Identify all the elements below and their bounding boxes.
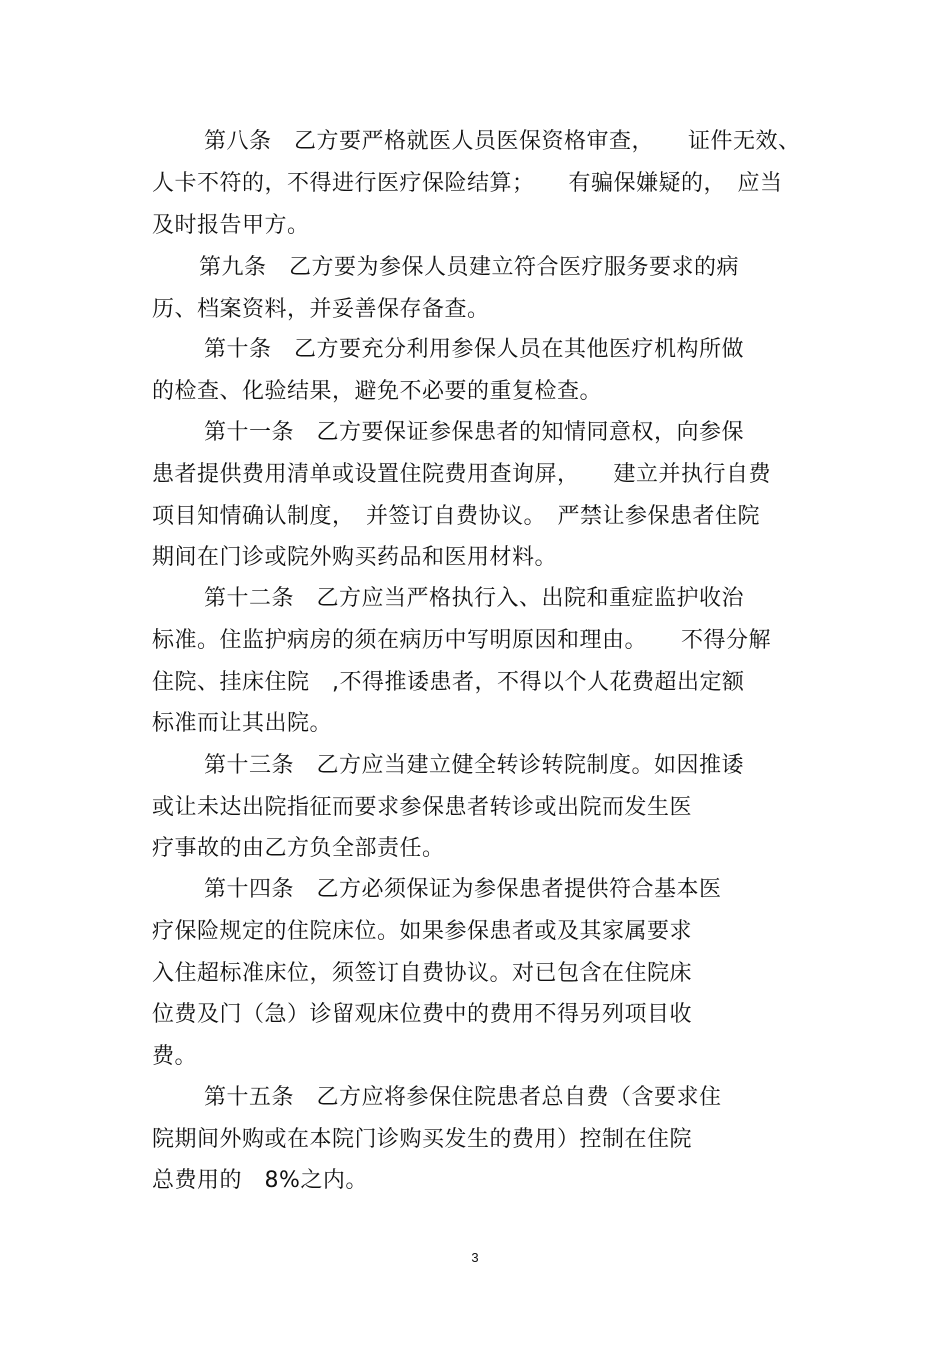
text-line: 第十条 乙方要充分利用参保人员在其他医疗机构所做	[204, 337, 745, 362]
text-line: 第十一条 乙方要保证参保患者的知情同意权，向参保	[204, 420, 745, 445]
text-line: 位费及门（急）诊留观床位费中的费用不得另列项目收	[152, 1002, 693, 1027]
text-line: 疗事故的由乙方负全部责任。	[152, 836, 445, 861]
text-line: 及时报告甲方。	[152, 213, 310, 238]
text-line: 第十五条 乙方应将参保住院患者总自费（含要求住	[204, 1085, 722, 1110]
text-line: 第九条 乙方要为参保人员建立符合医疗服务要求的病	[199, 255, 740, 280]
text-line: 标准而让其出院。	[152, 711, 333, 736]
text-line: 或让未达出院指征而要求参保患者转诊或出院而发生医	[152, 795, 693, 820]
text-line: 第八条 乙方要严格就医人员医保资格审查， 证件无效、	[204, 129, 801, 154]
text-line: 第十二条 乙方应当严格执行入、出院和重症监护收治	[204, 586, 745, 611]
text-line: 住院、挂床住院 ,不得推诿患者，不得以个人花费超出定额	[152, 670, 745, 695]
text-line: 人卡不符的，不得进行医疗保险结算； 有骗保嫌疑的， 应当	[152, 171, 783, 196]
text-line: 标准。住监护病房的须在病历中写明原因和理由。 不得分解	[152, 628, 772, 653]
text-line: 第十三条 乙方应当建立健全转诊转院制度。如因推诿	[204, 753, 745, 778]
text-line: 的检查、化验结果，避免不必要的重复检查。	[152, 379, 603, 404]
text-line: 历、档案资料，并妥善保存备查。	[152, 297, 490, 322]
text-line: 疗保险规定的住院床位。如果参保患者或及其家属要求	[152, 919, 693, 944]
text-line: 患者提供费用清单或设置住院费用查询屏， 建立并执行自费	[152, 462, 772, 487]
text-line: 项目知情确认制度， 并签订自费协议。 严禁让参保患者住院	[152, 504, 761, 529]
page-number: 3	[471, 1250, 479, 1265]
text-line: 期间在门诊或院外购买药品和医用材料。	[152, 545, 558, 570]
text-line: 总费用的 8%之内。	[152, 1168, 368, 1193]
text-line: 入住超标准床位，须签订自费协议。对已包含在住院床	[152, 961, 693, 986]
text-line: 费。	[152, 1044, 198, 1069]
text-line: 院期间外购或在本院门诊购买发生的费用）控制在住院	[152, 1127, 693, 1152]
text-line: 第十四条 乙方必须保证为参保患者提供符合基本医	[204, 877, 722, 902]
